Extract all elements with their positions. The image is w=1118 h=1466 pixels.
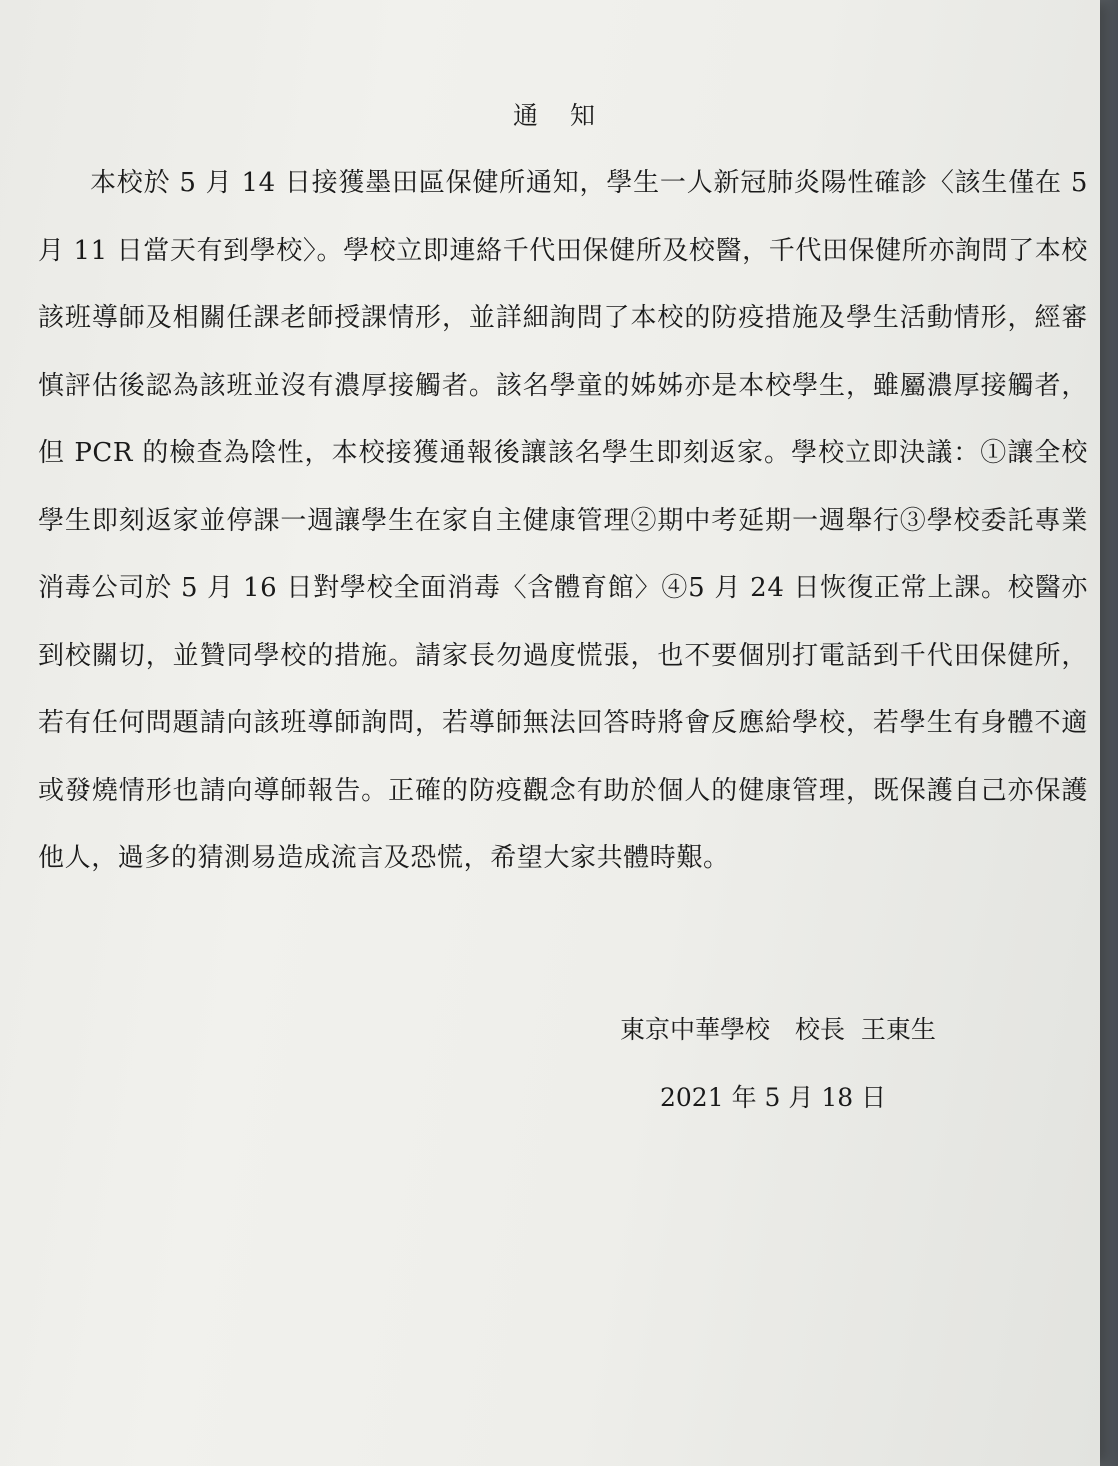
notice-title: 通知 bbox=[512, 101, 627, 130]
notice-signature: 東京中華學校 校長 王東生 bbox=[620, 1015, 936, 1044]
notice-body: 本校於 5 月 14 日接獲墨田區保健所通知，學生一人新冠肺炎陽性確診〈該生僅在 5 月 11 日當天有到學校〉。學校立即連絡千代田保健所及校醫，千代田保健所亦詢問了本校該班導師及相關任課老師授課情形，並詳細詢問了本校的防疫措施及學生活動情形，經審慎評估後認為該班並沒有濃厚接觸者。該名學童的姊姊亦是本校學生，雖屬濃厚接觸者，但 PCR 的檢查為陰性，本校接獲通報後讓該名學生即刻返家。學校立即決議：①讓全校學生即刻返家並停課一週讓學生在家自主健康管理②期中考延期一週舉行③學校委託專業消毒公司於 5 月 16 日對學校全面消毒〈含體育館〉④5 月 24 日恢復正常上課。校醫亦到校關切，並贊同學校的措施。請家長勿過度慌張，也不要個別打電話到千代田保健所，若有任何問題請向該班導師詢問，若導師無法回答時將會反應給學校，若學生有身體不適或發燒情形也請向導師報告。正確的防疫觀念有助於個人的健康管理，既保護自己亦保護他人，過多的猜測易造成流言及恐慌，希望大家共體時艱。 bbox=[38, 168, 1088, 873]
notice-date: 2021 年 5 月 18 日 bbox=[660, 1083, 887, 1112]
